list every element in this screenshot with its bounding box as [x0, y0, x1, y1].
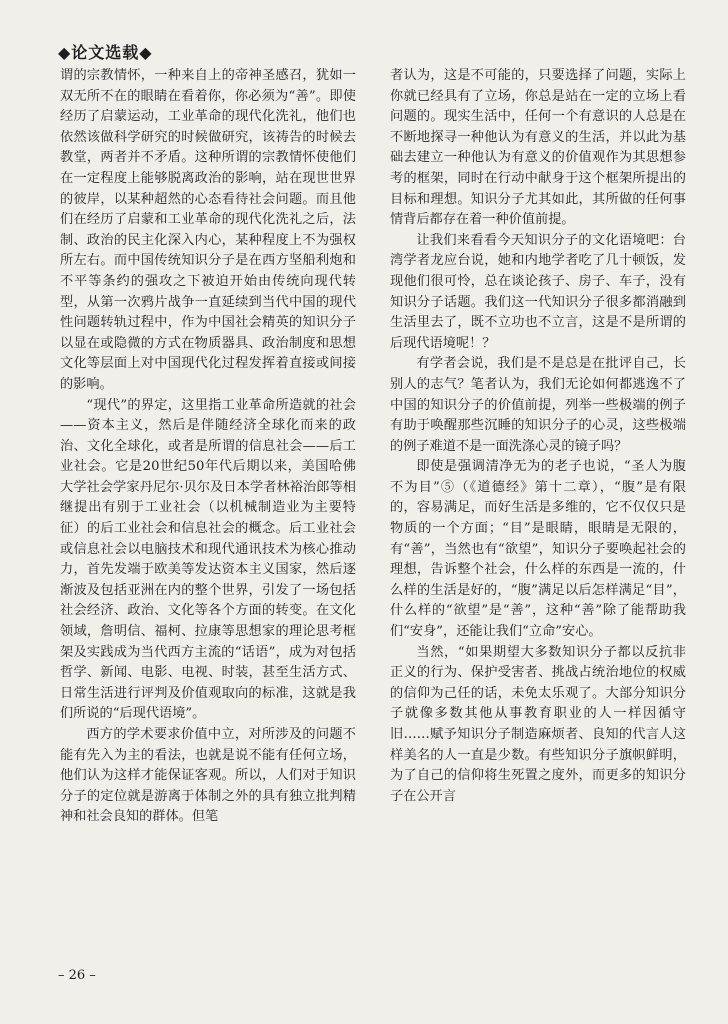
paragraph: 谓的宗教情怀，一种来自上的帝神圣感召，犹如一双无所不在的眼睛在看着你，你必须为“善”。即使经历了启蒙运动，工业革命的现代化洗礼，他们也依然该做科学研究的时候做研究，该祷告的时候去教堂，两者并不矛盾。这种所谓的宗教情怀使他们在一定程度上能够脱离政治的影响，站在现世世界的彼岸，以某种超然的心态看待社会问题。而且他们在经历了启蒙和工业革命的现代化洗礼之后，法制、政治的民主化深入内心，某种程度上不为强权所左右。而中国传统知识分子是在西方坚船利炮和不平等条约的强攻之下被迫开始由传统向现代转型，从第一次鸦片战争一直延续到当代中国的现代性问题转轨过程中，作为中国社会精英的知识分子以显在或隐微的方式在物质器具、政治制度和思想文化等层面上对中国现代化过程发挥着直接或间接的影响。	[60, 68, 356, 392]
column-header: ◆论文选载◆	[58, 43, 153, 62]
paragraph: 当然，“如果期望大多数知识分子都以反抗非正义的行为、保护受害者、挑战占统治地位的权威的信仰为己任的话，未免太乐观了。大部分知识分子就像多数其他从事教育职业的人一样因循守旧……赋予知识分子制造麻烦者、良知的代言人这样美名的人一直是少数。有些知识分子旗帜鲜明，为了自己的信仰将生死置之度外，而更多的知识分子在公开言	[390, 644, 686, 804]
paragraph: 有学者会说，我们是不是总是在批评自己，长别人的志气？笔者认为，我们无论如何都逃逸不了中国的知识分子的价值前提，列举一些极端的例子有助于唤醒那些沉睡的知识分子的心灵，这些极端的例子难道不是一面洗涤心灵的镜子吗？	[390, 356, 686, 454]
paragraph: 即使是强调清净无为的老子也说，“圣人为腹不为目”⑤（《道德经》第十二章），“腹”是有限的，容易满足，而好生活是多维的，它不仅仅只是物质的一个方面；“目”是眼睛，眼睛是无限的，有“善”，当然也有“欲望”，知识分子要唤起社会的理想，告诉整个社会，什么样的东西是一流的，什么样的生活是好的，“腹”满足以后怎样满足“目”，什么样的“欲望”是“善”，这种“善”除了能帮助我们“安身”，还能让我们“立命”安心。	[390, 459, 686, 640]
paragraph: 者认为，这是不可能的，只要选择了问题，实际上你就已经具有了立场，你总是站在一定的立场上看问题的。现实生活中，任何一个有意识的人总是在不断地探寻一种他认为有意义的生活，并以此为基础去建立一种他认为有意义的价值观作为其思想参考的框架，同时在行动中献身于这个框架所提出的目标和理想。知识分子尤其如此，其所做的任何事情背后都存在着一种价值前提。	[390, 68, 686, 228]
page-number: – 26 –	[58, 968, 96, 983]
paragraph: 让我们来看看今天知识分子的文化语境吧：台湾学者龙应台说，她和内地学者吃了几十顿饭，发现他们很可怜，总在谈论孩子、房子、车子，没有知识分子话题。我们这一代知识分子很多都消融到生活里去了，既不立功也不立言，这是不是所谓的后现代语境呢！？	[390, 232, 686, 351]
paragraph: “现代”的界定，这里指工业革命所造就的社会——资本主义，然后是伴随经济全球化而来的政治、文化全球化，或者是所谓的信息社会——后工业社会。它是20世纪50年代后期以来，美国哈佛大学社会学家丹尼尔·贝尔及日本学者林裕治郎等相继提出有别于工业社会（以机械制造业为主要特征）的后工业社会和信息社会的概念。后工业社会或信息社会以电脑技术和现代通讯技术为核心推动力，首先发端于欧美等发达资本主义国家，然后逐渐波及包括亚洲在内的整个世界，引发了一场包括社会经济、政治、文化等各个方面的转变。在文化领域，詹明信、福柯、拉康等思想家的理论思考框架及实践成为当代西方主流的“话语”，成为对包括哲学、新闻、电影、电视、时装，甚至生活方式、日常生活进行评判及价值观取向的标准，这就是我们所说的“后现代语境”。	[60, 397, 356, 722]
right-text-column	[390, 66, 686, 807]
paragraph: 西方的学术要求价值中立，对所涉及的问题不能有先入为主的看法，也就是说不能有任何立场，他们认为这样才能保证客观。所以，人们对于知识分子的定位就是游离于体制之外的具有独立批判精神和社会良知的群体。但笔	[60, 727, 356, 825]
left-text-column	[60, 66, 356, 828]
